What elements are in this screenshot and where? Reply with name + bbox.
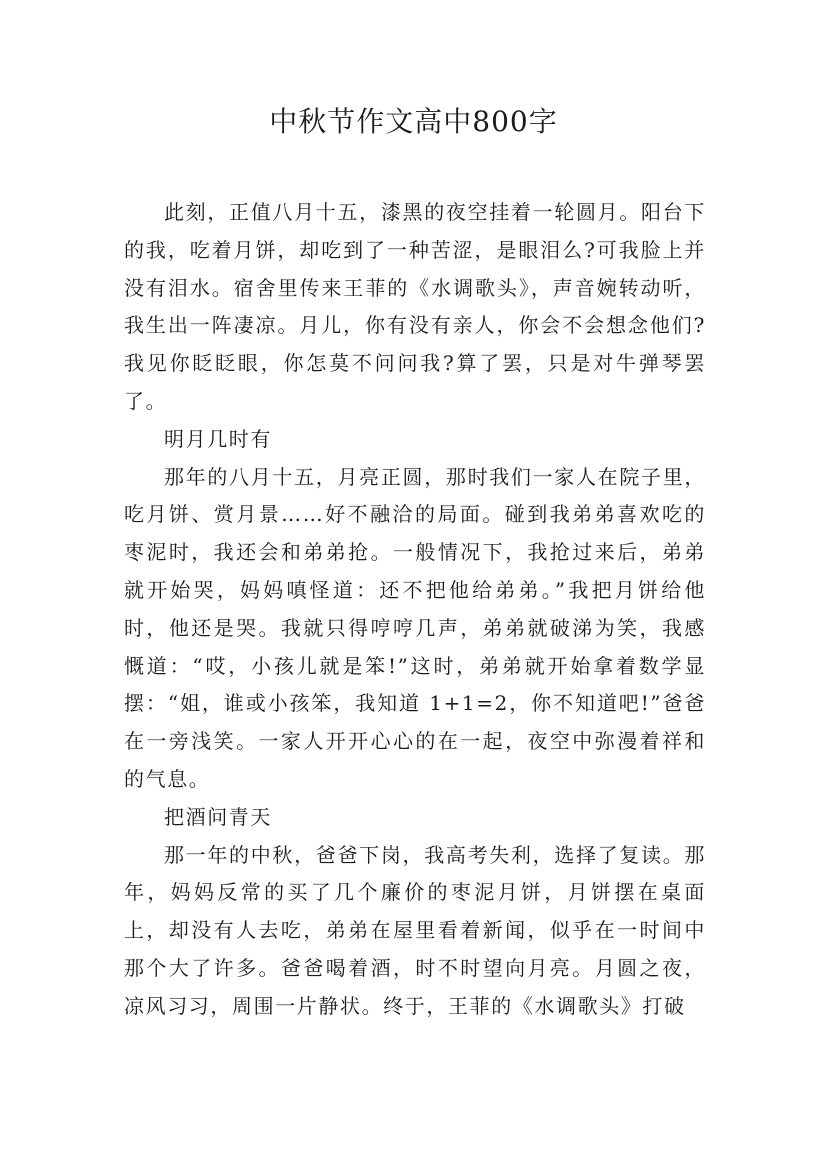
section-heading-2: 把酒问青天 bbox=[164, 804, 272, 829]
paragraph-intro: 此刻，正值八月十五，漆黑的夜空挂着一轮圆月。阳台下的我，吃着月饼，却吃到了一种苦涩，是眼泪么?可我脸上并没有泪水。宿舍里传来王菲的《水调歌头》，声音婉转动听，我生出一阵凄凉。月儿，你有没有亲人，你会不会想念他们?我见你眨眨眼，你怎莫不问问我?算了罢，只是对牛弹琴罢了。 bbox=[124, 200, 706, 413]
paragraph-hardship: 那一年的中秋，爸爸下岗，我高考失利，选择了复读。那年，妈妈反常的买了几个廉价的枣泥月饼，月饼摆在桌面上，却没有人去吃，弟弟在屋里看着新闻，似乎在一时间中那个大了许多。爸爸喝着酒，时不时望向月亮。月圆之夜，凉风习习，周围一片静状。终于，王菲的《水调歌头》打破 bbox=[124, 842, 706, 1018]
section-heading-1: 明月几时有 bbox=[164, 426, 272, 451]
paragraph-memory: 那年的八月十五，月亮正圆，那时我们一家人在院子里，吃月饼、赏月景……好不融洽的局面。碰到我弟弟喜欢吃的枣泥时，我还会和弟弟抢。一般情况下，我抢过来后，弟弟就开始哭，妈妈嗔怪道：还不把他给弟弟。”我把月饼给他时，他还是哭。我就只得哼哼几声，弟弟就破涕为笑，我感慨道：“哎，小孩儿就是笨!”这时，弟弟就开始拿着数学显摆：“姐，谁或小孩笨，我知道 1+1=2，你不知道吧!”爸爸在一旁浅笑。一家人开开心心的在一起，夜空中弥漫着祥和的气息。 bbox=[124, 464, 706, 791]
document-title: 中秋节作文高中800字 bbox=[269, 105, 558, 138]
document-body bbox=[124, 194, 706, 1026]
